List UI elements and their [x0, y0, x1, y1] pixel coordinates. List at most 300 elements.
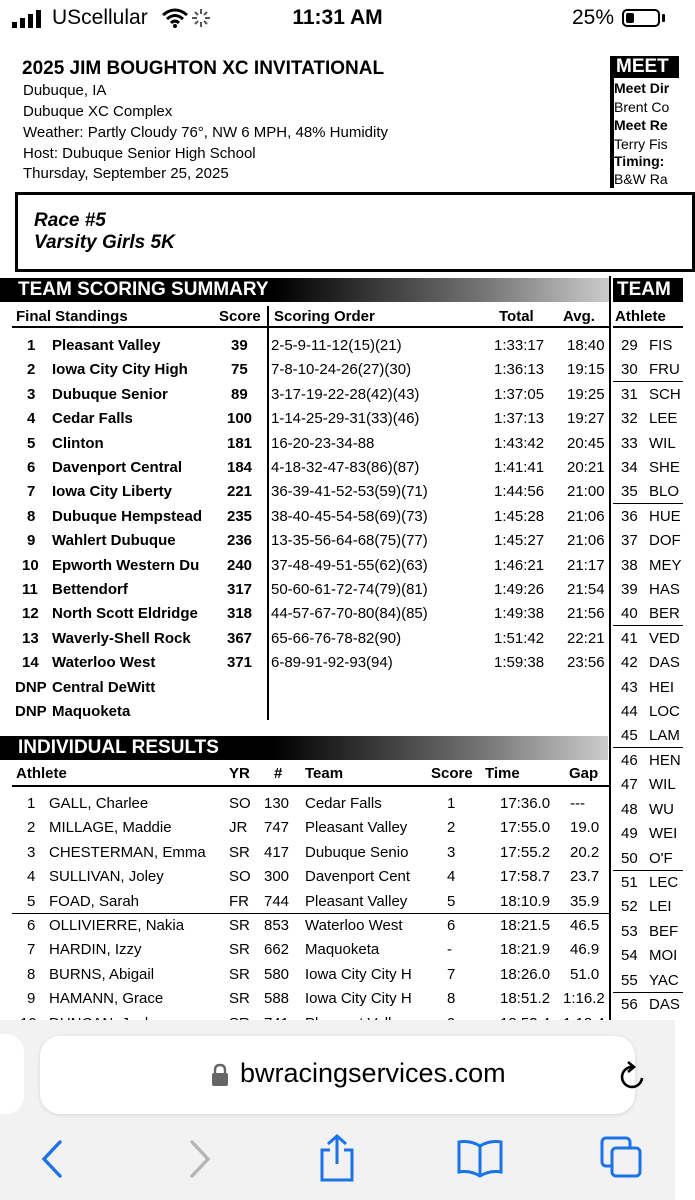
- back-icon[interactable]: [38, 1138, 68, 1180]
- athlete-time: 17:36.0: [500, 795, 551, 812]
- meet-weather: Weather: Partly Cloudy 76°, NW 6 MPH, 48% Humidity: [23, 124, 389, 141]
- athlete-name: FOAD, Sarah: [49, 892, 140, 910]
- team-place: 7: [27, 483, 36, 501]
- athlete-bib: 417: [264, 843, 290, 861]
- right-name: LAM: [649, 727, 680, 745]
- team-avg: 21:56: [567, 605, 605, 623]
- right-athlete-row[interactable]: [613, 578, 683, 602]
- team-score: 371: [227, 654, 253, 672]
- athlete-team: Pleasant Valley: [305, 892, 408, 910]
- team-place: 12: [22, 605, 39, 623]
- team-scoring-order: 50-60-61-72-74(79)(81): [271, 581, 428, 598]
- right-name: MEY: [649, 556, 682, 574]
- team-row[interactable]: [0, 383, 612, 407]
- right-athlete-row[interactable]: [613, 847, 683, 871]
- team-row[interactable]: [0, 358, 612, 382]
- team-score: 181: [227, 434, 253, 452]
- team-row[interactable]: [0, 602, 612, 626]
- athlete-place: 8: [27, 965, 36, 983]
- team-row[interactable]: [0, 334, 612, 358]
- team-avg: 19:15: [567, 361, 605, 379]
- team-avg: 19:25: [567, 385, 605, 403]
- athlete-year: SR: [229, 990, 250, 1008]
- right-place: 47: [621, 776, 638, 794]
- team-scoring-header: TEAM SCORING SUMMARY: [0, 278, 610, 302]
- team-score: 39: [231, 337, 248, 354]
- athlete-gap: 19.0: [570, 819, 600, 837]
- right-name: VED: [649, 629, 680, 647]
- team-row[interactable]: [0, 407, 612, 431]
- athlete-row[interactable]: [0, 890, 612, 914]
- lock-icon: [212, 1064, 228, 1086]
- battery-percent: 25%: [572, 6, 615, 29]
- url-text[interactable]: bwracingservices.com: [240, 1058, 506, 1088]
- athlete-name: HARDIN, Izzy: [49, 941, 142, 959]
- right-athlete-row[interactable]: [613, 773, 683, 797]
- team-place: 3: [27, 385, 36, 403]
- athlete-time: 18:21.9: [500, 941, 551, 959]
- athlete-time: 18:26.0: [500, 965, 551, 983]
- right-place: 52: [621, 898, 638, 916]
- team-total: 1:45:27: [494, 532, 545, 550]
- athlete-place: 6: [27, 917, 36, 934]
- right-athlete-row[interactable]: [613, 334, 683, 358]
- previous-tab-preview[interactable]: [0, 1034, 24, 1114]
- right-athlete-row[interactable]: [613, 627, 683, 651]
- right-athlete-row[interactable]: [613, 383, 683, 407]
- athlete-row[interactable]: [0, 841, 612, 865]
- athlete-year: SR: [229, 941, 250, 959]
- col-year: YR: [229, 765, 250, 782]
- right-athlete-row[interactable]: [613, 822, 683, 846]
- team-avg: 21:17: [567, 556, 605, 574]
- team-name: Maquoketa: [52, 703, 131, 720]
- team-row[interactable]: [0, 627, 612, 651]
- team-right-header: TEAM: [613, 278, 683, 302]
- team-total: 1:46:21: [494, 556, 545, 574]
- team-scoring-order: 38-40-45-54-58(69)(73): [271, 507, 428, 525]
- athlete-name: BURNS, Abigail: [49, 965, 155, 983]
- team-total: 1:51:42: [494, 629, 545, 647]
- team-place: DNP: [15, 678, 47, 696]
- right-name: DAS: [649, 654, 680, 672]
- status-bar: [0, 0, 675, 36]
- team-total: 1:59:38: [494, 654, 545, 672]
- athlete-place: 1: [27, 795, 36, 812]
- right-athlete-row[interactable]: [613, 529, 683, 553]
- team-total: 1:36:13: [494, 361, 545, 379]
- team-scoring-order: 7-8-10-24-26(27)(30): [271, 361, 412, 379]
- athlete-bib: 744: [264, 892, 290, 910]
- team-place: 14: [22, 654, 39, 672]
- right-name: WIL: [649, 434, 676, 452]
- team-total: 1:41:41: [494, 459, 545, 476]
- right-athlete-row[interactable]: [613, 969, 683, 993]
- right-place: 46: [621, 752, 638, 769]
- team-avg: 20:21: [567, 459, 605, 476]
- athlete-time: 18:10.9: [500, 892, 551, 910]
- right-athlete-row[interactable]: [613, 944, 683, 968]
- team-score: 100: [227, 410, 253, 428]
- athlete-time: 18:51.2: [500, 990, 551, 1008]
- team-place: 11: [22, 581, 38, 598]
- athlete-name: HAMANN, Grace: [49, 990, 164, 1008]
- right-athlete-row[interactable]: [613, 749, 683, 773]
- team-place: 1: [27, 337, 36, 354]
- team-avg: 22:21: [567, 629, 605, 647]
- team-name: Central DeWitt: [52, 678, 156, 696]
- tabs-icon[interactable]: [600, 1136, 644, 1180]
- team-name: Waterloo West: [52, 654, 156, 672]
- right-athlete-row[interactable]: [613, 798, 683, 822]
- team-score: 89: [231, 385, 248, 403]
- right-place: 31: [621, 385, 638, 403]
- team-name: Iowa City Liberty: [52, 483, 173, 501]
- team-scoring-order: 44-57-67-70-80(84)(85): [271, 605, 428, 623]
- athlete-bib: 580: [264, 965, 290, 983]
- right-name: SHE: [649, 459, 680, 476]
- right-athlete-row[interactable]: [613, 724, 683, 748]
- team-place: 5: [27, 434, 36, 452]
- battery-level: [626, 13, 634, 23]
- team-score: 221: [227, 483, 253, 501]
- athlete-year: SO: [229, 795, 251, 812]
- athlete-year: SR: [229, 843, 250, 861]
- athlete-team: Cedar Falls: [305, 795, 382, 812]
- team-score: 317: [227, 581, 253, 598]
- team-total: 1:44:56: [494, 483, 545, 501]
- athlete-row[interactable]: [0, 987, 612, 1011]
- right-name: LOC: [649, 703, 680, 720]
- team-total: 1:43:42: [494, 434, 545, 452]
- right-place: 53: [621, 922, 638, 940]
- meet-date: Thursday, September 25, 2025: [23, 165, 229, 182]
- right-name: YAC: [649, 971, 679, 989]
- team-row[interactable]: [0, 651, 612, 675]
- team-name: Clinton: [52, 434, 104, 452]
- right-athlete-row[interactable]: [613, 895, 683, 919]
- athlete-gap: 23.7: [570, 868, 600, 886]
- right-place: 50: [621, 849, 638, 867]
- right-athlete-row[interactable]: [613, 554, 683, 578]
- team-name: Bettendorf: [52, 581, 128, 598]
- team-scoring-order: 37-48-49-51-55(62)(63): [271, 556, 428, 574]
- right-name: HEI: [649, 678, 675, 696]
- right-athlete-row[interactable]: [613, 602, 683, 626]
- individual-results-header: INDIVIDUAL RESULTS: [0, 736, 608, 760]
- right-name: HUE: [649, 507, 681, 525]
- athlete-team: Iowa City City H: [305, 965, 412, 983]
- race-number: Race #5: [34, 210, 106, 231]
- right-place: 38: [621, 556, 638, 574]
- team-score: 318: [227, 605, 253, 623]
- athlete-year: FR: [229, 892, 249, 910]
- athlete-gap: 51.0: [570, 965, 600, 983]
- right-name: BLO: [649, 483, 680, 501]
- team-row[interactable]: [0, 554, 612, 578]
- team-scoring-order: 6-89-91-92-93(94): [271, 654, 393, 672]
- team-place: 13: [22, 629, 39, 647]
- team-total: 1:37:05: [494, 385, 545, 403]
- right-name: HEN: [649, 752, 681, 769]
- athlete-name: MILLAGE, Maddie: [49, 819, 172, 837]
- team-avg: 21:54: [567, 581, 605, 598]
- team-total: 1:45:28: [494, 507, 545, 525]
- right-place: 41: [621, 629, 638, 647]
- team-scoring-order: 4-18-32-47-83(86)(87): [271, 459, 420, 476]
- right-name: LEC: [649, 874, 679, 891]
- divider: [12, 785, 610, 787]
- athlete-score: 2: [447, 819, 456, 837]
- athlete-place: 7: [27, 941, 36, 959]
- team-scoring-order: 2-5-9-11-12(15)(21): [271, 337, 402, 354]
- right-athlete-row[interactable]: [613, 358, 683, 382]
- athlete-name: OLLIVIERRE, Nakia: [49, 917, 185, 934]
- team-place: DNP: [15, 703, 47, 720]
- right-place: 45: [621, 727, 638, 745]
- team-row[interactable]: [0, 676, 612, 700]
- team-place: 2: [27, 361, 36, 379]
- team-name: Wahlert Dubuque: [52, 532, 176, 550]
- col-bib: #: [274, 765, 283, 782]
- meet-location: Dubuque, IA: [23, 82, 107, 99]
- team-avg: 20:45: [567, 434, 605, 452]
- athlete-time: 17:55.0: [500, 819, 551, 837]
- col-avg: Avg.: [563, 308, 595, 325]
- athlete-team: Maquoketa: [305, 941, 380, 959]
- team-avg: 21:06: [567, 507, 605, 525]
- right-name: HAS: [649, 581, 680, 598]
- athlete-score: 7: [447, 965, 456, 983]
- carrier-name: UScellular: [52, 6, 148, 29]
- athlete-score: 1: [447, 795, 456, 812]
- team-name: Davenport Central: [52, 459, 183, 476]
- team-name: Cedar Falls: [52, 410, 133, 428]
- right-name: LEE: [649, 410, 678, 428]
- athlete-row[interactable]: [0, 914, 612, 938]
- right-name: BEF: [649, 922, 679, 940]
- race-name: Varsity Girls 5K: [34, 232, 175, 253]
- team-row[interactable]: [0, 529, 612, 553]
- right-name: DOF: [649, 532, 681, 550]
- col-athlete-name: Athlete: [16, 765, 67, 782]
- timing-name: B&W Ra: [614, 171, 668, 187]
- clock: 11:31 AM: [292, 6, 383, 29]
- athlete-bib: 747: [264, 819, 290, 837]
- meet-info-header: MEET: [614, 56, 679, 78]
- right-athlete-row[interactable]: [613, 920, 683, 944]
- right-athlete-row[interactable]: [613, 871, 683, 895]
- col-scoring-order: Scoring Order: [274, 308, 375, 325]
- reload-icon[interactable]: [618, 1060, 648, 1092]
- team-avg: 21:00: [567, 483, 605, 501]
- right-place: 42: [621, 654, 638, 672]
- team-score: 240: [227, 556, 253, 574]
- col-final-standings: Final Standings: [16, 308, 128, 325]
- team-score: 236: [227, 532, 253, 550]
- athlete-bib: 130: [264, 795, 290, 812]
- team-place: 9: [27, 532, 36, 550]
- right-name: FRU: [649, 361, 680, 379]
- right-place: 48: [621, 800, 638, 818]
- team-place: 6: [27, 459, 36, 476]
- right-athlete-row[interactable]: [613, 651, 683, 675]
- team-place: 4: [27, 410, 36, 428]
- team-avg: 18:40: [567, 337, 605, 354]
- athlete-bib: 300: [264, 868, 290, 886]
- athlete-year: JR: [229, 819, 248, 837]
- results-page[interactable]: [0, 36, 682, 1020]
- athlete-year: SR: [229, 965, 250, 983]
- team-name: Epworth Western Du: [52, 556, 200, 574]
- right-athlete-row[interactable]: [613, 700, 683, 724]
- athlete-place: 3: [27, 843, 36, 861]
- team-row[interactable]: [0, 480, 612, 504]
- athlete-time: 17:55.2: [500, 843, 551, 861]
- team-scoring-order: 13-35-56-64-68(75)(77): [271, 532, 428, 550]
- athlete-team: Dubuque Senio: [305, 843, 409, 861]
- right-name: WEI: [649, 825, 678, 843]
- forward-icon[interactable]: [184, 1138, 214, 1180]
- team-row[interactable]: [0, 456, 612, 480]
- right-place: 56: [621, 996, 638, 1013]
- right-athlete-row[interactable]: [613, 432, 683, 456]
- athlete-score: 6: [447, 917, 456, 934]
- team-score: 184: [227, 459, 253, 476]
- athlete-gap: 46.5: [570, 917, 600, 934]
- right-place: 49: [621, 825, 638, 843]
- right-athlete-row[interactable]: [613, 407, 683, 431]
- athlete-time: 18:21.5: [500, 917, 551, 934]
- athlete-row[interactable]: [0, 816, 612, 840]
- meet-director-name: Brent Co: [614, 99, 670, 115]
- divider: [12, 326, 610, 328]
- team-row[interactable]: [0, 578, 612, 602]
- battery-tip: [662, 14, 665, 22]
- meet-venue: Dubuque XC Complex: [23, 103, 173, 120]
- team-place: 8: [27, 507, 36, 525]
- team-avg: 21:06: [567, 532, 605, 550]
- athlete-time: 17:58.7: [500, 868, 551, 886]
- right-place: 32: [621, 410, 638, 428]
- battery-icon: [622, 9, 660, 27]
- right-name: O'F: [649, 849, 673, 867]
- athlete-gap: 35.9: [570, 892, 600, 910]
- col-team: Team: [305, 765, 344, 782]
- right-name: WIL: [649, 776, 676, 794]
- athlete-place: 5: [27, 892, 36, 910]
- team-row[interactable]: [0, 505, 612, 529]
- athlete-team: Davenport Cent: [305, 868, 411, 886]
- divider: [613, 326, 683, 328]
- team-name: Pleasant Valley: [52, 337, 161, 354]
- right-place: 40: [621, 605, 638, 623]
- team-name: Dubuque Senior: [52, 385, 168, 403]
- right-place: 55: [621, 971, 638, 989]
- right-athlete-row[interactable]: [613, 505, 683, 529]
- share-icon[interactable]: [318, 1134, 356, 1182]
- athlete-score: 4: [447, 868, 456, 886]
- athlete-gap: 1:16.2: [563, 990, 605, 1008]
- right-place: 44: [621, 703, 638, 720]
- col-score: Score: [219, 308, 261, 325]
- col-time: Time: [485, 765, 520, 782]
- right-place: 43: [621, 678, 638, 696]
- right-athlete-row[interactable]: [613, 456, 683, 480]
- right-place: 51: [621, 874, 638, 891]
- team-total: 1:49:38: [494, 605, 545, 623]
- athlete-row[interactable]: [0, 938, 612, 962]
- team-avg: 19:27: [567, 410, 605, 428]
- team-row[interactable]: [0, 432, 612, 456]
- athlete-team: Iowa City City H: [305, 990, 412, 1008]
- team-total: 1:49:26: [494, 581, 545, 598]
- meet-referee-name: Terry Fis: [614, 136, 668, 152]
- athlete-gap: ---: [570, 795, 585, 812]
- right-place: 35: [621, 483, 638, 501]
- athlete-gap: 20.2: [570, 843, 600, 861]
- athlete-bib: 853: [264, 917, 290, 934]
- team-score: 367: [227, 629, 253, 647]
- right-name: SCH: [649, 385, 681, 403]
- team-avg: 23:56: [567, 654, 605, 672]
- right-name: WU: [649, 800, 674, 818]
- team-name: Dubuque Hempstead: [52, 507, 203, 525]
- athlete-name: SULLIVAN, Joley: [49, 868, 164, 886]
- athlete-year: SR: [229, 917, 250, 934]
- team-row[interactable]: [0, 700, 612, 724]
- team-total: 1:33:17: [494, 337, 545, 354]
- right-place: 54: [621, 947, 638, 965]
- athlete-year: SO: [229, 868, 251, 886]
- team-name: Waverly-Shell Rock: [52, 629, 191, 647]
- right-place: 37: [621, 532, 638, 550]
- team-place: 10: [22, 556, 39, 574]
- team-score: 235: [227, 507, 253, 525]
- right-place: 39: [621, 581, 638, 598]
- team-total: 1:37:13: [494, 410, 545, 428]
- athlete-place: 9: [27, 990, 36, 1008]
- team-scoring-order: 1-14-25-29-31(33)(46): [271, 410, 420, 428]
- team-scoring-order: 3-17-19-22-28(42)(43): [271, 385, 420, 403]
- athlete-name: CHESTERMAN, Emma: [49, 843, 206, 861]
- athlete-gap: 46.9: [570, 941, 600, 959]
- right-athlete-row[interactable]: [613, 676, 683, 700]
- athlete-row[interactable]: [0, 963, 612, 987]
- meet-title: 2025 JIM BOUGHTON XC INVITATIONAL: [22, 58, 385, 79]
- right-name: DAS: [649, 996, 680, 1013]
- address-bar[interactable]: [40, 1036, 635, 1114]
- right-place: 29: [621, 337, 638, 354]
- athlete-score: 5: [447, 892, 456, 910]
- athlete-place: 4: [27, 868, 36, 886]
- athlete-bib: 588: [264, 990, 290, 1008]
- athlete-team: Waterloo West: [305, 917, 403, 934]
- bookmarks-icon[interactable]: [456, 1138, 504, 1178]
- athlete-row[interactable]: [0, 865, 612, 889]
- team-scoring-order: 65-66-76-78-82(90): [271, 629, 402, 647]
- right-place: 30: [621, 361, 638, 379]
- right-name: BER: [649, 605, 680, 623]
- col-athlete: Athlete: [615, 308, 666, 325]
- right-athlete-row[interactable]: [613, 993, 683, 1017]
- athlete-row[interactable]: [0, 792, 612, 816]
- timing-label: Timing:: [614, 153, 665, 169]
- team-name: North Scott Eldridge: [52, 605, 198, 623]
- athlete-score: -: [447, 941, 452, 959]
- right-athlete-row[interactable]: [613, 480, 683, 504]
- athlete-bib: 662: [264, 941, 290, 959]
